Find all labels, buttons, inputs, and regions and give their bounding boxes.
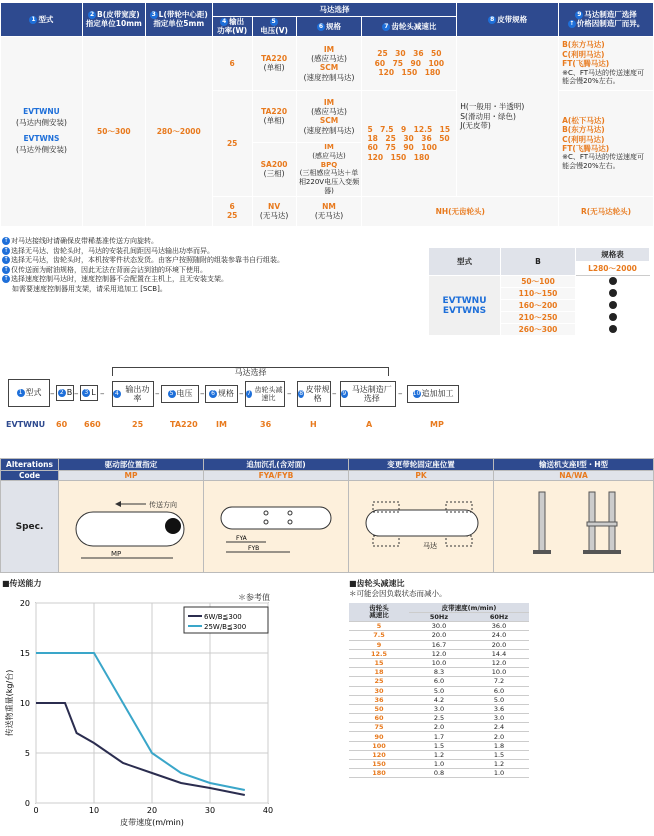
st-row: 50～100 bbox=[501, 276, 576, 288]
speed-cell: 36.0 bbox=[469, 622, 529, 631]
speed-row bbox=[349, 732, 529, 741]
y-tick-label: 10 bbox=[19, 699, 30, 708]
sp-h1: 齿轮头 减速比 bbox=[349, 603, 409, 622]
cap-note: ＊参考值 bbox=[238, 593, 270, 602]
l-range: 280～2000 bbox=[145, 36, 212, 226]
type-cell: EVTWNU (马达内侧安装) EVTWNS (马达外侧安装) bbox=[1, 36, 83, 226]
spec-25b: IM (感应马达) BPQ (三相感应马达＋单相220V电压入变频器) bbox=[296, 142, 362, 196]
speed-cell: 4.2 bbox=[409, 695, 469, 704]
speed-cell: 12.0 bbox=[469, 658, 529, 667]
speed-cell: 2.5 bbox=[409, 714, 469, 723]
st-h-b: B bbox=[501, 248, 576, 276]
svg-text:传送方向: 传送方向 bbox=[149, 500, 177, 509]
speed-row bbox=[349, 704, 529, 713]
note-1: ↑ 对马达接线时请确保皮带稀基准传送方向旋转。 bbox=[3, 237, 158, 245]
speed-cell: 100 bbox=[349, 741, 409, 750]
speed-cell: 2.0 bbox=[469, 732, 529, 741]
speed-cell: 1.0 bbox=[469, 769, 529, 778]
spec-6: IM (感应马达) SCM (速度控制马达) bbox=[296, 36, 362, 90]
code-dashes: – – – – – – – – – bbox=[50, 389, 403, 399]
power-6: 6 bbox=[212, 36, 252, 90]
speed-cell: 1.2 bbox=[409, 750, 469, 759]
st-h-spec: 规格表 bbox=[576, 248, 650, 262]
note-5: ↑ 选择速度控制马达时，速度控制器不会配置在主机上，且无安装支架。 bbox=[3, 275, 228, 283]
th-type: 1 型式 bbox=[1, 3, 83, 37]
th-ratio: 7 齿轮头减速比 bbox=[362, 17, 457, 37]
alt-h2: Code bbox=[1, 471, 59, 481]
spec-nm: NM (无马达) bbox=[296, 196, 362, 226]
spec-25a: IM (感应马达) SCM (速度控制马达) bbox=[296, 90, 362, 142]
stand-diagram bbox=[509, 482, 639, 570]
code-type: 1 型式 bbox=[8, 379, 50, 407]
speed-cell: 14.4 bbox=[469, 649, 529, 658]
speed-cell: 16.7 bbox=[409, 640, 469, 649]
speed-cell: 90 bbox=[349, 732, 409, 741]
speed-cell: 12.0 bbox=[409, 649, 469, 658]
alt-mp-drawing bbox=[59, 481, 204, 573]
legend-label: 6W/B≦300 bbox=[204, 613, 242, 621]
x-tick-label: 40 bbox=[262, 806, 274, 815]
speed-cell: 3.6 bbox=[469, 704, 529, 713]
st-row: 110～150 bbox=[501, 288, 576, 300]
st-row: 260～300 bbox=[501, 324, 576, 336]
speed-cell: 180 bbox=[349, 769, 409, 778]
x-tick-label: 30 bbox=[204, 806, 216, 815]
speed-cell: 20.0 bbox=[469, 640, 529, 649]
speed-cell: 7.2 bbox=[469, 677, 529, 686]
capacity-chart bbox=[0, 595, 290, 836]
speed-row bbox=[349, 640, 529, 649]
x-tick-label: 10 bbox=[88, 806, 100, 815]
ratio-6: 25 30 36 50 60 75 90 100 120 150 180 bbox=[362, 36, 457, 90]
code-belt: 8 皮带规格 bbox=[297, 381, 331, 407]
speed-note: ＊可能会因负载状态而减小。 bbox=[349, 589, 447, 598]
svg-text:马达: 马达 bbox=[423, 541, 437, 550]
available-dot bbox=[609, 301, 617, 309]
th-volt: 5 电压(V) bbox=[252, 17, 296, 37]
code-l: 3 L bbox=[80, 385, 98, 401]
speed-cell: 150 bbox=[349, 760, 409, 769]
ratio-nh: NH(无齿轮头) bbox=[362, 196, 559, 226]
available-dot bbox=[609, 325, 617, 333]
speed-cell: 0.8 bbox=[409, 769, 469, 778]
speed-cell: 10.0 bbox=[469, 668, 529, 677]
st-types: EVTWNU EVTWNS bbox=[429, 276, 501, 336]
maker-r: R(无马达轮头) bbox=[559, 196, 654, 226]
speed-row bbox=[349, 631, 529, 640]
belt-spec: H(一般用・半透明) S(滑动用・绿色) J(无皮带) bbox=[457, 36, 559, 196]
maker-6: B(东方马达) C(利明马达) FT(飞腾马达) ※C、FT马达的传送速度可能会慢20%左右。 bbox=[559, 36, 654, 90]
speed-cell: 2.0 bbox=[409, 723, 469, 732]
speed-cell: 9 bbox=[349, 640, 409, 649]
svg-text:MP: MP bbox=[111, 549, 122, 558]
th-motor-select: 马达选择 bbox=[212, 3, 457, 17]
speed-title: ■齿轮头减速比 bbox=[349, 579, 405, 588]
note-6: 如需要速度控制器用支架，请采用追加工 [SCB]。 bbox=[12, 284, 167, 293]
alt-col: 驱动部位置指定 bbox=[59, 459, 204, 471]
speed-cell: 24.0 bbox=[469, 631, 529, 640]
speed-cell: 120 bbox=[349, 750, 409, 759]
fya-diagram bbox=[206, 482, 346, 570]
power-25: 25 bbox=[212, 90, 252, 196]
svg-text:FYB: FYB bbox=[248, 544, 260, 552]
speed-cell: 36 bbox=[349, 695, 409, 704]
x-axis-label: 皮带速度(m/min) bbox=[120, 818, 184, 827]
speed-cell: 15 bbox=[349, 658, 409, 667]
legend-label: 25W/B≦300 bbox=[204, 623, 247, 631]
speed-cell: 30 bbox=[349, 686, 409, 695]
th-spec: 6 规格 bbox=[296, 17, 362, 37]
speed-cell: 6.0 bbox=[409, 677, 469, 686]
speed-row bbox=[349, 741, 529, 750]
speed-row bbox=[349, 714, 529, 723]
speed-row bbox=[349, 677, 529, 686]
code-example: EVTWNU 60 660 25 TA220 IM 36 H A MP bbox=[6, 420, 444, 429]
speed-cell: 60 bbox=[349, 714, 409, 723]
speed-cell: 5.0 bbox=[469, 695, 529, 704]
maker-25: A(松下马达) B(东方马达) C(利明马达) FT(飞腾马达) ※C、FT马达的传送速度可能会慢20%左右。 bbox=[559, 90, 654, 196]
alterations-table bbox=[0, 458, 654, 573]
alt-col: 变更带轮固定座位置 bbox=[349, 459, 494, 471]
speed-cell: 10.0 bbox=[409, 658, 469, 667]
y-axis-label: 传送物重量(kg/台) bbox=[5, 669, 14, 737]
selection-table bbox=[0, 2, 654, 227]
alt-col: 追加沉孔(含对面) bbox=[204, 459, 349, 471]
th-l: 3 L(带轮中心距) 指定单位5mm bbox=[145, 3, 212, 37]
pk-diagram bbox=[351, 482, 491, 570]
alt-code: FYA/FYB bbox=[204, 471, 349, 481]
sp-h50: 50Hz bbox=[409, 613, 469, 622]
speed-cell: 18 bbox=[349, 668, 409, 677]
speed-cell: 50 bbox=[349, 704, 409, 713]
volt-ta220-b: TA220 (单相) bbox=[252, 90, 296, 142]
code-b: 2 B bbox=[56, 385, 74, 401]
ratio-25: 5 7.5 9 12.5 15 18 25 30 36 50 60 75 90 100 120 150 180 bbox=[362, 90, 457, 196]
speed-cell: 20.0 bbox=[409, 631, 469, 640]
note-4: ↑ 仅传送面为耐油规格，因此无法在背面会沾到油的环境下使用。 bbox=[3, 265, 207, 274]
th-power: 4 输出 功率(W) bbox=[212, 17, 252, 37]
st-row: 210～250 bbox=[501, 312, 576, 324]
alt-code: MP bbox=[59, 471, 204, 481]
speed-row bbox=[349, 750, 529, 759]
x-tick-label: 20 bbox=[146, 806, 158, 815]
size-table bbox=[428, 247, 650, 336]
speed-row bbox=[349, 769, 529, 778]
code-add: 10 追加加工 bbox=[407, 385, 459, 403]
speed-row bbox=[349, 622, 529, 631]
cap-title: ■传送能力 bbox=[2, 579, 42, 588]
y-tick-label: 15 bbox=[19, 649, 30, 658]
speed-cell: 5.0 bbox=[409, 686, 469, 695]
series-line-0 bbox=[36, 703, 245, 795]
alt-code: NA/WA bbox=[494, 471, 654, 481]
speed-cell: 3.0 bbox=[409, 704, 469, 713]
th-b: 2 B(皮带宽度) 指定单位10mm bbox=[82, 3, 145, 37]
speed-cell: 8.3 bbox=[409, 668, 469, 677]
code-motor-select: 马达选择 bbox=[112, 367, 389, 376]
speed-table bbox=[349, 603, 529, 778]
available-dot bbox=[609, 289, 617, 297]
speed-cell: 12.5 bbox=[349, 649, 409, 658]
st-row: 160～200 bbox=[501, 300, 576, 312]
code-maker: 9 马达制造厂选择 bbox=[340, 381, 396, 407]
notes bbox=[2, 237, 412, 294]
speed-row bbox=[349, 760, 529, 769]
speed-cell: 1.5 bbox=[469, 750, 529, 759]
volt-ta220-a: TA220 (单相) bbox=[252, 36, 296, 90]
y-tick-label: 0 bbox=[24, 799, 30, 808]
b-range: 50～300 bbox=[82, 36, 145, 226]
mp-diagram bbox=[61, 482, 201, 570]
note-2: ↑ 选择无马达、齿轮头时，马达的安装孔间距因马达输出功率而异。 bbox=[3, 246, 214, 255]
sp-h2: 皮带速度(m/min) bbox=[409, 603, 529, 613]
sp-h60: 60Hz bbox=[469, 613, 529, 622]
th-belt: 8 皮带规格 bbox=[457, 3, 559, 37]
speed-cell: 7.5 bbox=[349, 631, 409, 640]
y-tick-label: 20 bbox=[19, 599, 30, 608]
speed-cell: 2.4 bbox=[469, 723, 529, 732]
volt-sa200: SA200 (三相) bbox=[252, 142, 296, 196]
st-h-type: 型式 bbox=[429, 248, 501, 276]
speed-cell: 6.0 bbox=[469, 686, 529, 695]
speed-cell: 1.2 bbox=[469, 760, 529, 769]
available-dot bbox=[609, 277, 617, 285]
speed-row bbox=[349, 649, 529, 658]
speed-cell: 5 bbox=[349, 622, 409, 631]
st-h-range: L280～2000 bbox=[576, 262, 650, 276]
speed-row bbox=[349, 658, 529, 667]
speed-cell: 25 bbox=[349, 677, 409, 686]
code-power: 4 输出功率 bbox=[112, 381, 154, 407]
alt-fya-drawing bbox=[204, 481, 349, 573]
speed-cell: 1.7 bbox=[409, 732, 469, 741]
note-3: ↑ 选择无马达，齿轮头时，本机按零件状态发货。由客户按照随附的组装参靠书自行组装。 bbox=[3, 256, 284, 264]
speed-cell: 30.0 bbox=[409, 622, 469, 631]
power-6-25: 6 25 bbox=[212, 196, 252, 226]
th-maker: 9 马达制造厂选择 ↑ 价格因制造厂而异。 bbox=[559, 3, 654, 37]
code-spec: 6 规格 bbox=[205, 385, 238, 403]
speed-cell: 3.0 bbox=[469, 714, 529, 723]
speed-cell: 1.8 bbox=[469, 741, 529, 750]
x-tick-label: 0 bbox=[33, 806, 39, 815]
code-volt: 5 电压 bbox=[161, 385, 199, 403]
speed-row bbox=[349, 668, 529, 677]
alt-stand-drawing bbox=[494, 481, 654, 573]
speed-cell: 75 bbox=[349, 723, 409, 732]
speed-row bbox=[349, 723, 529, 732]
alt-col: 输送机支座I型・H型 bbox=[494, 459, 654, 471]
speed-row bbox=[349, 695, 529, 704]
svg-text:FYA: FYA bbox=[236, 534, 247, 542]
code-ratio: 7 齿轮头减速比 bbox=[245, 381, 285, 407]
volt-nv: NV (无马达) bbox=[252, 196, 296, 226]
alt-spec: Spec. bbox=[1, 481, 59, 573]
speed-row bbox=[349, 686, 529, 695]
alt-pk-drawing bbox=[349, 481, 494, 573]
speed-cell: 1.0 bbox=[409, 760, 469, 769]
speed-cell: 1.5 bbox=[409, 741, 469, 750]
y-tick-label: 5 bbox=[24, 749, 30, 758]
alt-code: PK bbox=[349, 471, 494, 481]
alt-h1: Alterations bbox=[1, 459, 59, 471]
available-dot bbox=[609, 313, 617, 321]
